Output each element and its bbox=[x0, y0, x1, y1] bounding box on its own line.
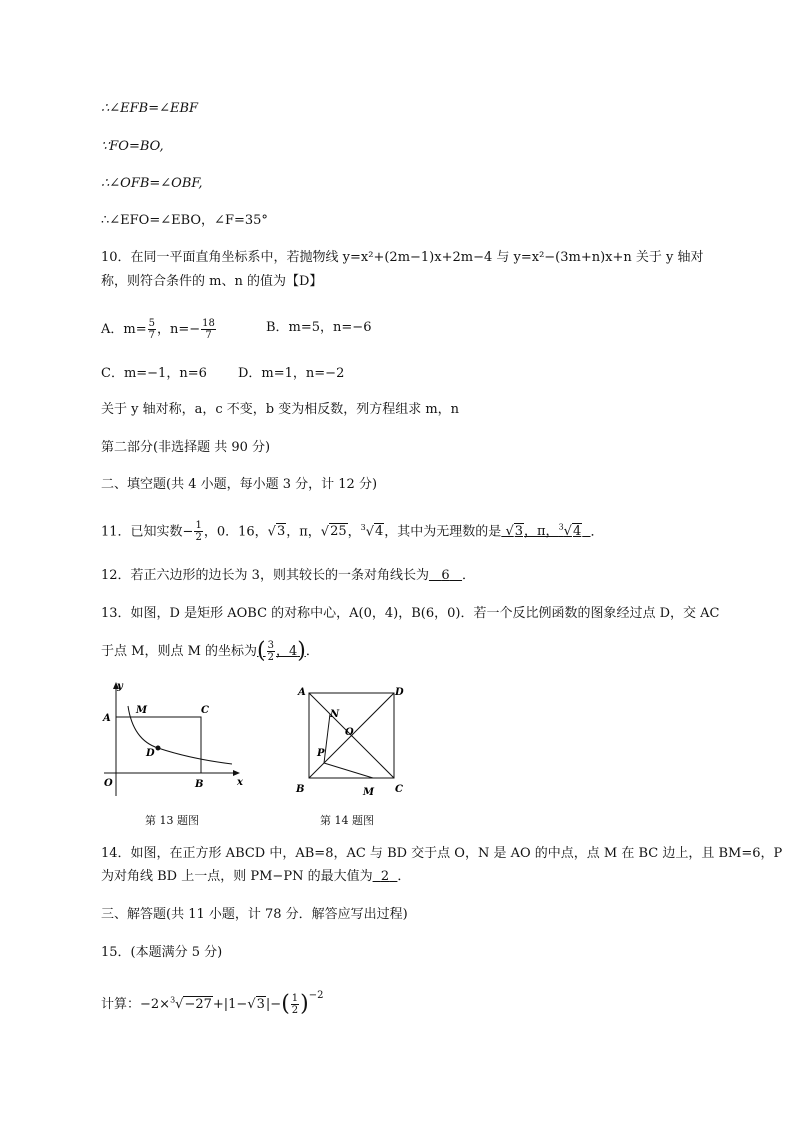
fig13-label-a: A bbox=[103, 713, 111, 724]
q10-note: 关于 y 轴对称，a，c 不变，b 变为相反数，列方程组求 m，n bbox=[101, 402, 460, 417]
q15-pre: 计算：−2× bbox=[101, 997, 171, 1012]
q12-answer: 6 bbox=[441, 568, 450, 583]
q15-expression: 计算：−2×$^3$√−27+|1−√3|−( $\frac{1}{2}$ )$^{-2}$ bbox=[101, 990, 324, 1017]
q14-stem-line-2 bbox=[101, 869, 410, 885]
q15-header: 15．(本题满分 5 分) bbox=[101, 945, 223, 960]
q14-answer: 2 bbox=[380, 869, 390, 884]
fig13-label-m: M bbox=[136, 705, 148, 716]
q10-stem-line-2: 称，则符合条件的 m、n 的值为【D】 bbox=[101, 274, 323, 289]
q13-stem-pre: 于点 M，则点 M 的坐标为 bbox=[101, 644, 258, 659]
q10-option-a bbox=[101, 318, 217, 341]
q10-option-a-mid: ，n=− bbox=[156, 322, 201, 337]
q11-root-25: 25 bbox=[330, 524, 347, 540]
q11-answer: √3，π，$^3$√4 bbox=[501, 523, 582, 540]
q11-post: ，其中为无理数的是 bbox=[384, 524, 502, 540]
q10-option-a-fraction-1: $\frac{5}{7}$ bbox=[148, 318, 155, 341]
q11-pi: ，π， bbox=[286, 524, 321, 540]
q10-option-b: B．m=5，n=−6 bbox=[266, 320, 372, 335]
q13-end: ． bbox=[305, 644, 319, 659]
q11-root-3: 3 bbox=[276, 524, 286, 540]
q15-root-3: 3 bbox=[256, 997, 265, 1012]
fig13-label-x: x bbox=[237, 777, 243, 788]
fig14-label-d: D bbox=[395, 687, 404, 698]
q10-option-c: C．m=−1，n=6 bbox=[101, 366, 207, 381]
q13-stem-line-1: 13．如图，D 是矩形 AOBC 的对称中心，A(0，4)，B(6，0)．若一个反比例函数的图象经过点 D，交 AC bbox=[101, 606, 720, 621]
fig13-label-y: y bbox=[117, 681, 123, 692]
fig14-segment-pn bbox=[324, 714, 330, 763]
q10-stem-line-1: 10．在同一平面直角坐标系中，若抛物线 y=x²+(2m−1)x+2m−4 与 y=x²−(3m+n)x+n 关于 y 轴对 bbox=[101, 250, 704, 265]
q10-option-d: D．m=1，n=−2 bbox=[238, 366, 345, 381]
proof-line-3: ∴∠OFB=∠OBF, bbox=[101, 176, 203, 191]
fig13-rectangle-aobc bbox=[116, 717, 201, 773]
figure-14 bbox=[290, 678, 410, 803]
q13-stem-line-2 bbox=[101, 640, 319, 663]
fig14-label-b: B bbox=[296, 784, 305, 795]
q11-cube-index: 3 bbox=[360, 523, 366, 532]
fig14-label-o: O bbox=[345, 727, 354, 738]
fig14-segment-pm bbox=[324, 763, 373, 778]
part-two-header: 第二部分(非选择题 共 90 分) bbox=[101, 440, 271, 455]
section-two-header: 二、填空题(共 4 小题，每小题 3 分，计 12 分) bbox=[101, 477, 378, 492]
fig13-point-d bbox=[156, 746, 161, 751]
proof-line-1: ∴∠EFB=∠EBF bbox=[101, 101, 199, 116]
fig14-label-c: C bbox=[395, 784, 403, 795]
q15-abs-close: |− bbox=[265, 997, 282, 1012]
fig13-label-c: C bbox=[201, 705, 209, 716]
q11-comma: ， bbox=[347, 524, 361, 540]
fig13-caption: 第 13 题图 bbox=[145, 814, 199, 827]
fig14-label-m: M bbox=[363, 787, 375, 798]
fig14-label-p: P bbox=[317, 748, 325, 759]
q14-stem-pre: 为对角线 BD 上一点，则 PM−PN 的最大值为 bbox=[101, 869, 373, 884]
section-three-header: 三、解答题(共 11 小题，计 78 分．解答应写出过程) bbox=[101, 907, 408, 922]
q15-cube-index: 3 bbox=[170, 995, 176, 1005]
figure-13 bbox=[96, 678, 256, 803]
q13-answer: ( $\frac{3}{2}$ ，4) bbox=[257, 638, 306, 664]
fig14-label-n: N bbox=[330, 709, 340, 720]
fig14-caption: 第 14 题图 bbox=[320, 814, 374, 827]
fig14-label-a: A bbox=[298, 687, 306, 698]
fig13-label-d: D bbox=[146, 748, 155, 759]
q11-end: ． bbox=[590, 524, 604, 540]
proof-line-4: ∴∠EFO=∠EBO，∠F=35° bbox=[101, 213, 268, 228]
fig13-label-b: B bbox=[195, 779, 204, 790]
q14-end: ． bbox=[397, 869, 411, 884]
fig13-x-arrow bbox=[233, 770, 240, 776]
q10-option-a-fraction-2: $\frac{18}{7}$ bbox=[202, 318, 215, 341]
q15-radicand: −27 bbox=[184, 997, 212, 1012]
q10-option-a-label: A．m= bbox=[101, 322, 147, 337]
q12-line bbox=[101, 568, 475, 584]
q15-mid: +|1− bbox=[212, 997, 248, 1012]
q15-fraction: $\frac{1}{2}$ bbox=[291, 993, 299, 1016]
fig13-label-o: O bbox=[104, 778, 113, 789]
q14-stem-line-1: 14．如图，在正方形 ABCD 中，AB=8，AC 与 BD 交于点 O，N 是 AO 的中点，点 M 在 BC 边上，且 BM=6，P bbox=[101, 846, 783, 861]
proof-line-2: ∵FO=BO, bbox=[101, 139, 164, 154]
q11-line: 11．已知实数− $\frac{1}{2}$ ，0．16，√3，π，√25，$^3$√4，其中为无理数的是 √3，π，$^3$√4 ． bbox=[101, 520, 604, 544]
q11-mid: ，0．16， bbox=[203, 524, 268, 540]
q15-exponent: −2 bbox=[308, 990, 324, 1001]
q12-pre: 12．若正六边形的边长为 3，则其较长的一条对角线长为 bbox=[101, 568, 429, 583]
q11-pre: 11．已知实数− bbox=[101, 524, 194, 540]
q11-cube-root-4: 4 bbox=[375, 524, 384, 540]
q12-end: ． bbox=[462, 568, 476, 583]
q11-fraction: $\frac{1}{2}$ bbox=[195, 520, 202, 544]
